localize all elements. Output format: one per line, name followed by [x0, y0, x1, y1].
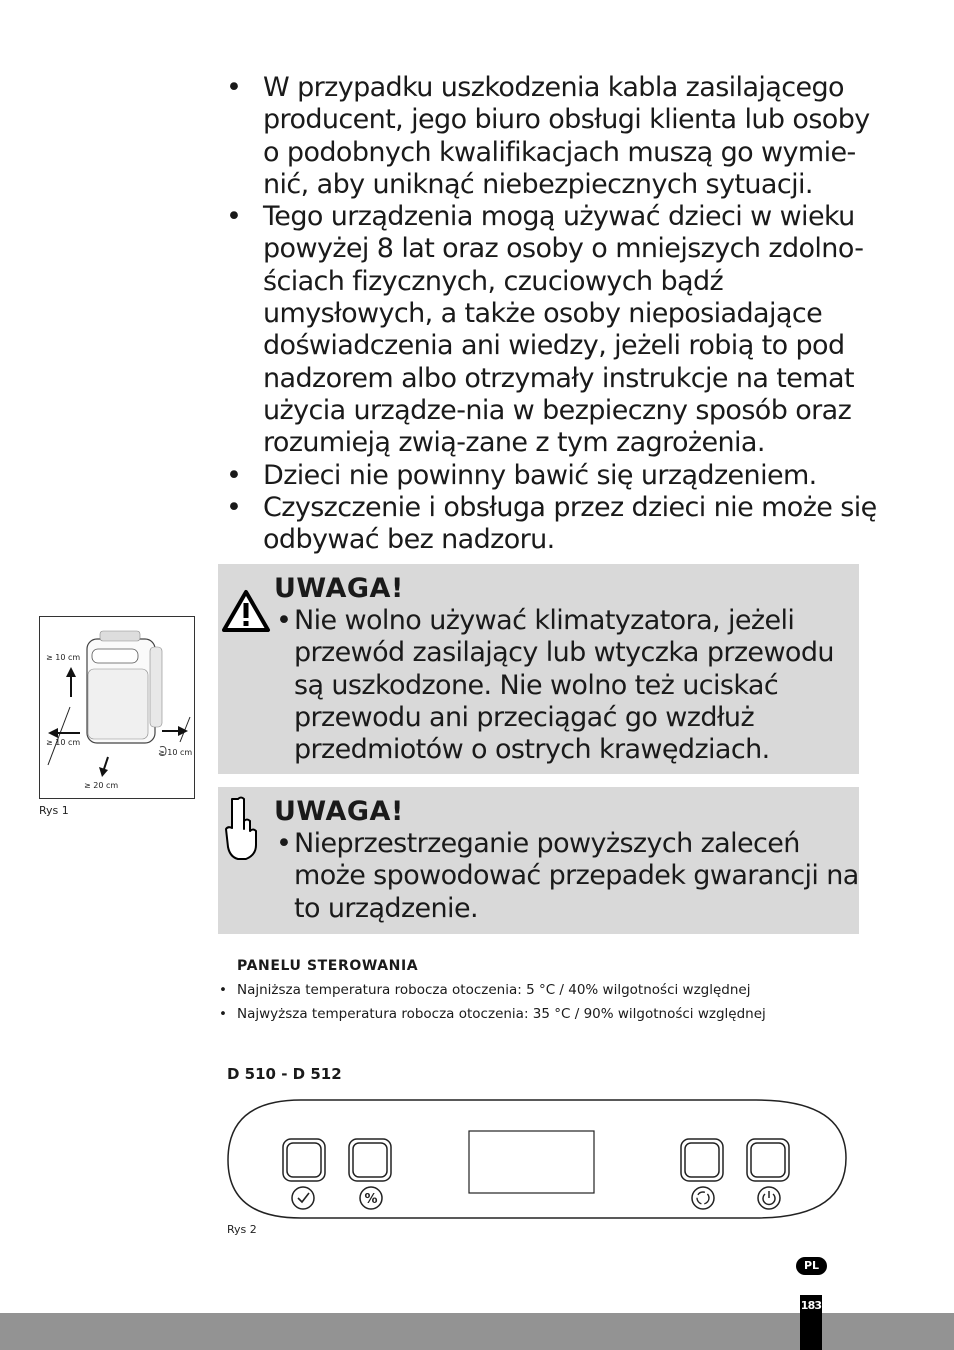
- bullet-item: • W przypadku uszkodzenia kabla zasilającego producent, jego biuro obsługi klienta lub osoby o podobnych kwalifikacjach muszą go wymie-nić, aby uniknąć niebezpiecznych sytuacji.: [222, 72, 882, 201]
- bullet-item: • Czyszczenie i obsługa przez dzieci nie może się odbywać bez nadzoru.: [222, 492, 882, 557]
- warning-2-title: UWAGA!: [274, 796, 404, 827]
- language-badge: PL: [796, 1257, 827, 1275]
- figure-1-caption: Rys 1: [39, 804, 69, 817]
- main-bullet-list: [222, 72, 882, 556]
- warning-1-text: • Nie wolno używać klimatyzatora, jeżeli przewód zasilający lub wtyczka przewodu są uszkodzone. Nie wolno też uciskać przewodu ani przeciągać go wzdłuż przedmiotów o ostrych krawędziach.: [274, 605, 859, 766]
- control-panel-diagram: [226, 1098, 850, 1220]
- pointing-hand-icon: [224, 795, 260, 861]
- control-panel-heading: PANELU STEROWANIA: [237, 958, 419, 974]
- list-item: • Najniższa temperatura robocza otoczenia: 5 °C / 40% wilgotności względnej: [218, 978, 766, 1002]
- warning-1-title: UWAGA!: [274, 573, 404, 604]
- figure-2-caption: Rys 2: [227, 1223, 257, 1236]
- clearance-bottom-label: ≥ 20 cm: [84, 781, 119, 790]
- warning-box-1: [218, 564, 859, 774]
- bullet-item: • Dzieci nie powinny bawić się urządzeniem.: [222, 460, 882, 492]
- list-item: • Najwyższa temperatura robocza otoczenia: 35 °C / 90% wilgotności względnej: [218, 1002, 766, 1026]
- dehumidifier-clearance-illustration: [40, 617, 194, 798]
- warning-box-2: [218, 787, 859, 934]
- figure-1-clearance-diagram: [39, 616, 195, 799]
- power-icon: [758, 1187, 780, 1209]
- fan-mode-icon: [692, 1187, 714, 1209]
- bullet-item: • Tego urządzenia mogą używać dzieci w wieku powyżej 8 lat oraz osoby o mniejszych zdolno-ściach fizycznych, czuciowych bądź umysłowych, a także osoby nieposiadające doświadczenia ani wiedzy, jeżeli robią to pod nadzorem albo otrzymały instrukcje na temat użycia urządze-nia w bezpieczny sposób oraz rozumieją zwią-zane z tym zagrożenia.: [222, 201, 882, 459]
- operating-temperature-list: [218, 978, 766, 1026]
- model-label: D 510 - D 512: [227, 1065, 342, 1083]
- page-number: 183: [800, 1295, 822, 1350]
- clearance-top-label: ≥ 10 cm: [46, 653, 81, 662]
- display-window: [469, 1131, 594, 1193]
- clearance-right-label: ≥ 10 cm: [158, 748, 193, 757]
- warning-triangle-icon: [221, 589, 271, 633]
- clearance-left-label: ≥ 10 cm: [46, 738, 81, 747]
- warning-2-text: • Nieprzestrzeganie powyższych zaleceń może spowodować przepadek gwarancji na to urządzenie.: [274, 828, 859, 925]
- svg-text:%: %: [364, 1192, 378, 1207]
- timer-icon: [292, 1187, 314, 1209]
- humidity-percent-icon: [360, 1187, 382, 1209]
